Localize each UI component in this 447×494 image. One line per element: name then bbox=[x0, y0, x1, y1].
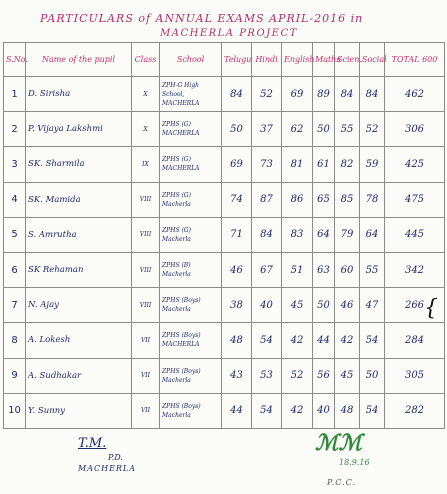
cell-total: 342 bbox=[385, 252, 445, 287]
cell-english: 45 bbox=[282, 288, 313, 323]
cell-hindi: 67 bbox=[252, 252, 282, 287]
cell-total: 445 bbox=[385, 217, 445, 252]
cell-maths: 65 bbox=[313, 182, 335, 217]
cell-school: ZPHS (B) Macherla bbox=[160, 252, 222, 287]
cell-name: P. Vijaya Lakshmi bbox=[26, 112, 132, 147]
cell-maths: 44 bbox=[313, 323, 335, 358]
cell-telugu: 38 bbox=[222, 288, 252, 323]
cell-total: 284 bbox=[385, 323, 445, 358]
cell-maths: 50 bbox=[313, 112, 335, 147]
brace-mark: { bbox=[424, 296, 438, 321]
cell-science: 45 bbox=[335, 358, 360, 393]
cell-science: 84 bbox=[335, 77, 360, 112]
cell-hindi: 40 bbox=[252, 288, 282, 323]
cell-total: 462 bbox=[385, 77, 445, 112]
table-row bbox=[4, 77, 445, 112]
cell-english: 42 bbox=[282, 393, 313, 428]
cell-social: 64 bbox=[360, 217, 385, 252]
cell-class: VIII bbox=[132, 182, 160, 217]
cell-sno: 8 bbox=[4, 323, 26, 358]
cell-telugu: 46 bbox=[222, 252, 252, 287]
table-row bbox=[4, 112, 445, 147]
cell-name: D. Sirisha bbox=[26, 77, 132, 112]
cell-name: A. Lokesh bbox=[26, 323, 132, 358]
cell-school: ZPHS (G) Macherla bbox=[160, 182, 222, 217]
cell-maths: 61 bbox=[313, 147, 335, 182]
cell-name: SK. Mamida bbox=[26, 182, 132, 217]
header-row bbox=[4, 43, 445, 77]
signature-pcc bbox=[315, 430, 370, 487]
cell-sno: 10 bbox=[4, 393, 26, 428]
cell-english: 69 bbox=[282, 77, 313, 112]
cell-school: ZPHS (G) MACHERLA bbox=[160, 112, 222, 147]
col-header-hindi: Hindi bbox=[252, 43, 282, 77]
signature-scribble: T.M. bbox=[78, 436, 107, 451]
cell-maths: 40 bbox=[313, 393, 335, 428]
cell-sno: 9 bbox=[4, 358, 26, 393]
cell-science: 85 bbox=[335, 182, 360, 217]
signature-place: MACHERLA bbox=[78, 464, 137, 473]
cell-maths: 56 bbox=[313, 358, 335, 393]
cell-english: 81 bbox=[282, 147, 313, 182]
table-row bbox=[4, 323, 445, 358]
cell-total: 475 bbox=[385, 182, 445, 217]
col-header-name: Name of the pupil bbox=[26, 43, 132, 77]
col-header-total: TOTAL 600 bbox=[385, 43, 445, 77]
cell-telugu: 74 bbox=[222, 182, 252, 217]
cell-school: ZPHS (G) Macherla bbox=[160, 217, 222, 252]
cell-school: ZPHS (Boys) Macherla bbox=[160, 358, 222, 393]
cell-science: 79 bbox=[335, 217, 360, 252]
cell-sno: 3 bbox=[4, 147, 26, 182]
cell-class: VIII bbox=[132, 252, 160, 287]
cell-science: 82 bbox=[335, 147, 360, 182]
signature-project-director bbox=[78, 436, 136, 473]
cell-science: 42 bbox=[335, 323, 360, 358]
cell-name: A. Sudhakar bbox=[26, 358, 132, 393]
cell-english: 42 bbox=[282, 323, 313, 358]
cell-telugu: 48 bbox=[222, 323, 252, 358]
cell-social: 78 bbox=[360, 182, 385, 217]
cell-social: 59 bbox=[360, 147, 385, 182]
cell-maths: 50 bbox=[313, 288, 335, 323]
table-row bbox=[4, 217, 445, 252]
cell-sno: 7 bbox=[4, 288, 26, 323]
cell-hindi: 54 bbox=[252, 393, 282, 428]
cell-total: 306 bbox=[385, 112, 445, 147]
cell-sno: 1 bbox=[4, 77, 26, 112]
cell-social: 52 bbox=[360, 112, 385, 147]
cell-total: 425 bbox=[385, 147, 445, 182]
page-subtitle: MACHERLA PROJECT bbox=[160, 28, 298, 39]
cell-social: 50 bbox=[360, 358, 385, 393]
table-row bbox=[4, 393, 445, 428]
cell-maths: 64 bbox=[313, 217, 335, 252]
col-header-english: English bbox=[282, 43, 313, 77]
cell-hindi: 84 bbox=[252, 217, 282, 252]
signature-date: 18.9.16 bbox=[339, 458, 370, 467]
cell-name: SK Rehaman bbox=[26, 252, 132, 287]
cell-english: 86 bbox=[282, 182, 313, 217]
cell-school: ZPH-G High School, MACHERLA bbox=[160, 77, 222, 112]
cell-name: S. Amrutha bbox=[26, 217, 132, 252]
table-row bbox=[4, 358, 445, 393]
table-row bbox=[4, 252, 445, 287]
cell-sno: 4 bbox=[4, 182, 26, 217]
col-header-social: Social bbox=[360, 43, 385, 77]
signature-role-pcc: P.C.C. bbox=[327, 478, 357, 487]
cell-social: 55 bbox=[360, 252, 385, 287]
col-header-sno: S.No. bbox=[4, 43, 26, 77]
cell-hindi: 37 bbox=[252, 112, 282, 147]
cell-sno: 5 bbox=[4, 217, 26, 252]
cell-name: Y. Sunny bbox=[26, 393, 132, 428]
cell-maths: 63 bbox=[313, 252, 335, 287]
cell-class: IX bbox=[132, 147, 160, 182]
cell-social: 54 bbox=[360, 323, 385, 358]
cell-telugu: 44 bbox=[222, 393, 252, 428]
cell-name: N. Ajay bbox=[26, 288, 132, 323]
cell-social: 84 bbox=[360, 77, 385, 112]
cell-science: 46 bbox=[335, 288, 360, 323]
cell-school: ZPHS (Boys) Macherla bbox=[160, 393, 222, 428]
cell-school: ZPHS (G) MACHERLA bbox=[160, 147, 222, 182]
table-row bbox=[4, 182, 445, 217]
cell-sno: 6 bbox=[4, 252, 26, 287]
col-header-class: Class bbox=[132, 43, 160, 77]
cell-telugu: 69 bbox=[222, 147, 252, 182]
cell-class: X bbox=[132, 112, 160, 147]
cell-class: VII bbox=[132, 393, 160, 428]
table-row bbox=[4, 147, 445, 182]
cell-telugu: 50 bbox=[222, 112, 252, 147]
cell-total: 305 bbox=[385, 358, 445, 393]
cell-class: VII bbox=[132, 358, 160, 393]
cell-school: ZPHS (Boys) Macherla bbox=[160, 288, 222, 323]
cell-english: 83 bbox=[282, 217, 313, 252]
table-row bbox=[4, 288, 445, 323]
cell-science: 60 bbox=[335, 252, 360, 287]
signature-role-pd: P.D. bbox=[108, 453, 123, 462]
cell-science: 55 bbox=[335, 112, 360, 147]
signature-scribble: ℳℳ bbox=[315, 430, 363, 456]
cell-maths: 89 bbox=[313, 77, 335, 112]
cell-hindi: 53 bbox=[252, 358, 282, 393]
cell-total: 282 bbox=[385, 393, 445, 428]
col-header-maths: Maths bbox=[313, 43, 335, 77]
cell-hindi: 87 bbox=[252, 182, 282, 217]
cell-social: 47 bbox=[360, 288, 385, 323]
cell-english: 52 bbox=[282, 358, 313, 393]
cell-total: 266 bbox=[385, 288, 445, 323]
cell-telugu: 71 bbox=[222, 217, 252, 252]
cell-english: 51 bbox=[282, 252, 313, 287]
marks-table bbox=[3, 42, 445, 429]
cell-hindi: 54 bbox=[252, 323, 282, 358]
cell-sno: 2 bbox=[4, 112, 26, 147]
cell-hindi: 73 bbox=[252, 147, 282, 182]
page-title: PARTICULARS of ANNUAL EXAMS APRIL-2016 in bbox=[40, 12, 364, 25]
cell-name: SK. Sharmila bbox=[26, 147, 132, 182]
cell-english: 62 bbox=[282, 112, 313, 147]
cell-telugu: 84 bbox=[222, 77, 252, 112]
col-header-science: Scien. bbox=[335, 43, 360, 77]
col-header-telugu: Telugu bbox=[222, 43, 252, 77]
cell-school: ZPHS (Boys) MACHERLA bbox=[160, 323, 222, 358]
cell-class: VII bbox=[132, 323, 160, 358]
cell-class: VIII bbox=[132, 288, 160, 323]
cell-telugu: 43 bbox=[222, 358, 252, 393]
cell-class: X bbox=[132, 77, 160, 112]
col-header-school: School bbox=[160, 43, 222, 77]
cell-class: VIII bbox=[132, 217, 160, 252]
cell-hindi: 52 bbox=[252, 77, 282, 112]
cell-social: 54 bbox=[360, 393, 385, 428]
cell-science: 48 bbox=[335, 393, 360, 428]
